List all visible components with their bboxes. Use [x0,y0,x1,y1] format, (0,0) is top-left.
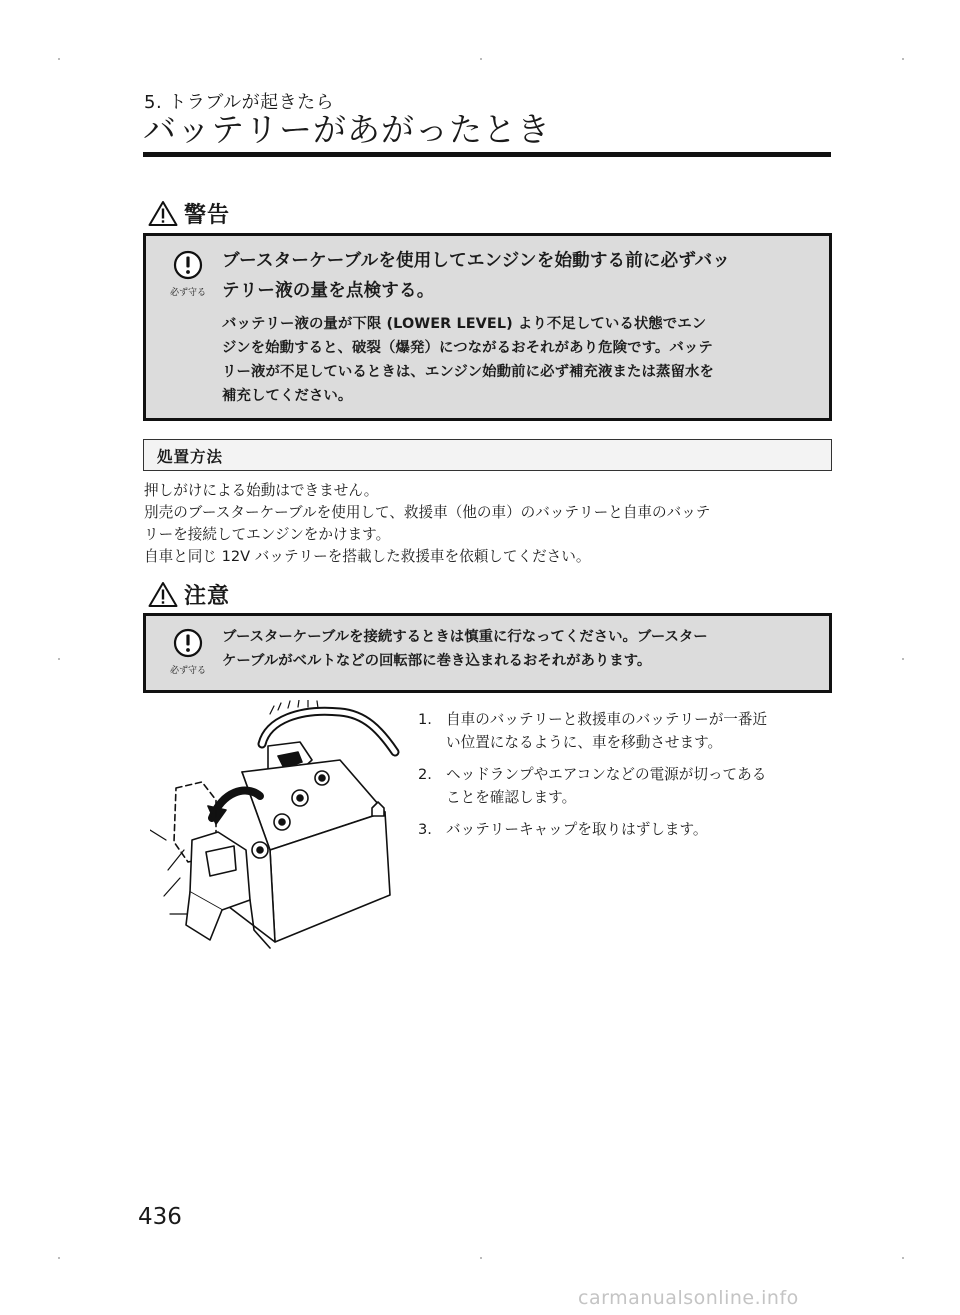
warning-body [222,312,815,408]
remedy-text [144,480,832,568]
remedy-label: 処置方法 [157,448,224,466]
caution-triangle-icon [148,581,178,608]
crop-mark [902,58,904,60]
watermark: carmanualsonline.info [578,1287,799,1309]
crop-mark [58,1257,60,1259]
steps-list [418,708,832,850]
remedy-line: 別売のブースターケーブルを使用して、救援車（他の車）のバッテリーと自車のバッテ [144,504,711,521]
step-line: ヘッドランプやエアコンなどの電源が切ってある [446,766,767,783]
warning-heading-line: ブースターケーブルを使用してエンジンを始動する前に必ずバッ [222,251,731,271]
caution-text [222,625,815,673]
step-line: バッテリーキャップを取りはずします。 [446,821,708,838]
crop-mark [480,58,482,60]
warning-triangle-icon [148,200,178,227]
caution-label: 注意 [184,584,231,609]
mandatory-mark [162,628,214,676]
remedy-line: 押しがけによる始動はできません。 [144,482,379,499]
step-number: 1. [418,711,432,728]
warning-heading-line: テリー液の量を点検する。 [222,281,435,301]
crop-mark [902,1257,904,1259]
step-number: 3. [418,821,432,838]
remedy-line: 自車と同じ 12V バッテリーを搭載した救援車を依頼してください。 [144,548,591,565]
caution-box [143,613,832,693]
warning-body-line: リー液が不足しているときは、エンジン始動前に必ず補充液または蒸留水を [222,364,714,380]
chapter-label: 5. トラブルが起きたら [144,92,335,113]
warning-label: 警告 [184,203,231,228]
step-line: 自車のバッテリーと救援車のバッテリーが一番近 [446,711,768,728]
exclamation-circle-icon [173,250,203,280]
step-text [446,708,832,754]
remedy-header-box [143,439,832,471]
step-line: い位置になるように、車を移動させます。 [446,734,723,751]
step-item [418,818,832,841]
mandatory-mark-label: 必ず守る [169,288,206,298]
caution-line: ブースターケーブルを接続するときは慎重に行なってください。ブースター [222,629,708,645]
caution-header [148,579,230,610]
warning-body-line: ジンを始動すると、破裂（爆発）につながるおそれがあり危険です。バッテ [222,340,713,356]
step-item [418,763,832,809]
step-line: ことを確認します。 [446,789,577,806]
step-number: 2. [418,766,432,783]
caution-line: ケーブルがベルトなどの回転部に巻き込まれるおそれがあります。 [222,653,652,669]
page-number: 436 [138,1204,182,1230]
exclamation-circle-icon [173,628,203,658]
crop-mark [902,658,904,660]
step-text [446,763,832,809]
step-text [446,818,832,841]
page-title: バッテリーがあがったとき [143,110,551,149]
mandatory-mark [162,250,214,298]
crop-mark [58,658,60,660]
warning-body-line: バッテリー液の量が下限 (LOWER LEVEL) より不足している状態でエン [222,316,707,332]
crop-mark [480,1257,482,1259]
warning-header [148,198,230,229]
battery-cap-illustration [150,700,410,960]
step-item [418,708,832,754]
warning-heading [222,246,815,306]
warning-box [143,233,832,421]
mandatory-mark-label: 必ず守る [169,666,206,676]
remedy-line: リーを接続してエンジンをかけます。 [144,526,391,543]
warning-body-line: 補充してください。 [222,388,353,404]
crop-mark [58,58,60,60]
title-rule [143,152,831,157]
